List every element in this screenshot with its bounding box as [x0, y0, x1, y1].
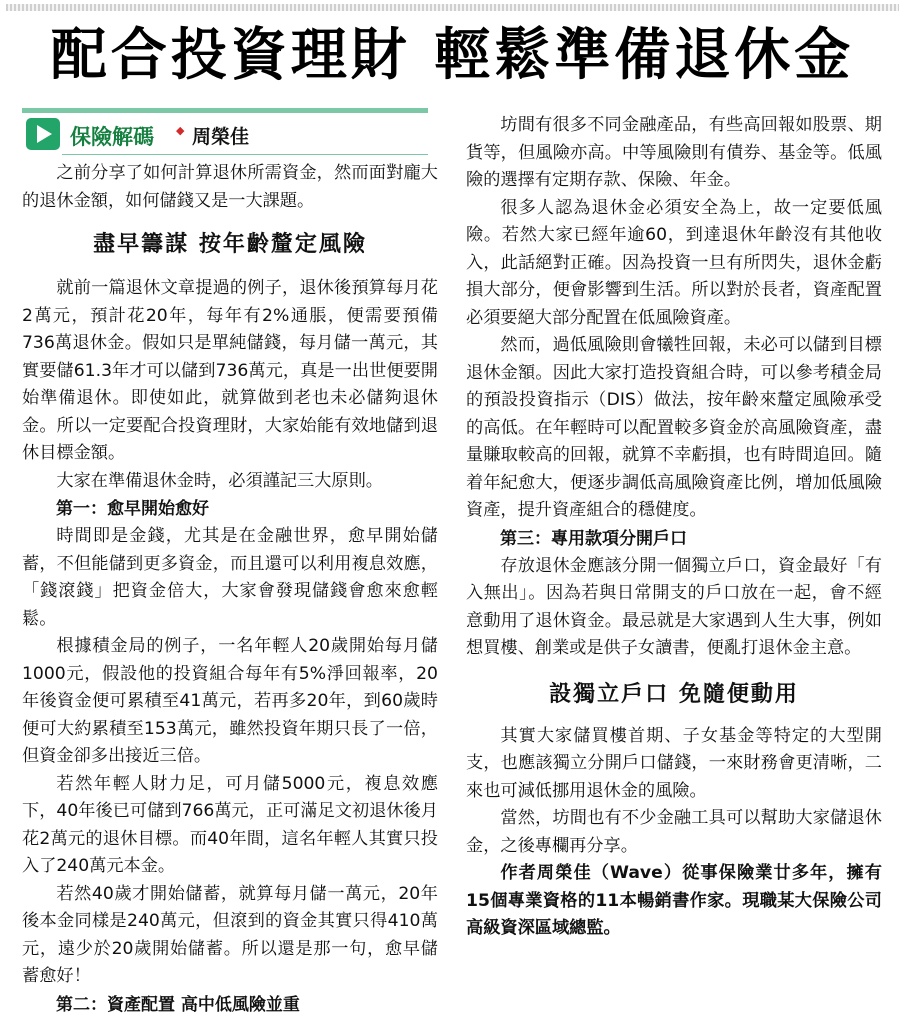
paragraph: 存放退休金應該分開一個獨立戶口，資金最好「有入無出」。因為若與日常開支的戶口放在一起，會不經意動用了退休資金。最忌就是大家遇到人生大事，例如想買樓、創業或是供子女讀書，便亂打退休金主意。 — [466, 555, 882, 658]
paragraph: 當然，坊間也有不少金融工具可以幫助大家儲退休金，之後專欄再分享。 — [466, 808, 882, 856]
principle-heading: 第二：資產配置 高中低風險並重 — [56, 994, 300, 1015]
paragraph: 然而，過低風險則會犧牲回報，未必可以儲到目標退休金額。因此大家打造投資組合時，可以參考積金局的預設投資指示（DIS）做法，按年齡來釐定風險承受的高低。在年輕時可以配置較多資金於高風險資產，盡量賺取較高的回報，就算不幸虧損，也有時間追回。隨着年紀愈大，便逐步調低高風險資產比例，增加低風險資產，提升資產組合的穩健度。 — [466, 335, 882, 520]
column-author: 周榮佳 — [192, 126, 250, 148]
column-name: 保險解碼 — [70, 125, 154, 149]
paragraph: 坊間有很多不同金融產品，有些高回報如股票、期貨等，但風險亦高。中等風險則有債券、基金等。低風險的選擇有定期存款、保險、年金。 — [466, 115, 882, 190]
header-underline — [62, 154, 428, 155]
top-border — [6, 4, 899, 11]
right-column — [466, 112, 882, 943]
page-title: 配合投資理財 輕鬆準備退休金 — [50, 23, 855, 88]
intro-paragraph: 之前分享了如何計算退休所需資金，然而面對龐大的退休金額，如何儲錢又是一大課題。 — [22, 163, 438, 211]
paragraph: 根據積金局的例子，一名年輕人20歲開始每月儲1000元，假設他的投資組合每年有5%淨回報率，20年後資金便可累積至41萬元，若再多20年，到60歲時便可大約累積至153萬元，雖然投資年期只長了一倍，但資金卻多出接近三倍。 — [22, 636, 438, 766]
paragraph: 時間即是金錢，尤其是在金融世界，愈早開始儲蓄，不但能儲到更多資金，而且還可以利用複息效應，「錢滾錢」把資金倍大，大家會發現儲錢會愈來愈輕鬆。 — [22, 526, 438, 629]
play-icon — [26, 118, 60, 150]
paragraph: 就前一篇退休文章提過的例子，退休後預算每月花2萬元，預計花20年，每年有2%通脹，便需要預備736萬退休金。假如只是單純儲錢，每月儲一萬元，其實要儲61.3年才可以儲到736萬元，真是一出世便要開始準備退休。即使如此，就算做到老也未必儲夠退休金。所以一定要配合投資理財，大家始能有效地儲到退休目標金額。 — [22, 278, 438, 463]
principle-heading: 第一：愈早開始愈好 — [56, 499, 209, 519]
separator-dot: ◆ — [176, 124, 185, 137]
principle-heading: 第三：專用款項分開戶口 — [500, 528, 687, 549]
header-bar — [22, 108, 428, 113]
paragraph: 若然40歲才開始儲蓄，就算每月儲一萬元，20年後本金同樣是240萬元，但滾到的資金其實只得410萬元，遠少於20歲開始儲蓄。所以還是那一句，愈早儲蓄愈好！ — [22, 883, 438, 986]
paragraph: 若然年輕人財力足，可月儲5000元，複息效應下，40年後已可儲到766萬元，正可滿足文初退休後月花2萬元的退休目標。而40年間，這名年輕人其實只投入了240萬元本金。 — [22, 773, 438, 876]
column-header — [22, 108, 438, 160]
section-heading: 設獨立戶口 免隨便動用 — [549, 681, 799, 707]
paragraph: 很多人認為退休金必須安全為上，故一定要低風險。若然大家已經年逾60，到達退休年齡沒有其他收入，此話絕對正確。因為投資一旦有所閃失，退休金虧損大部分，便會影響到生活。所以對於長者，資產配置必須要絕大部分配置在低風險資產。 — [466, 197, 882, 328]
paragraph: 其實大家儲買樓首期、子女基金等特定的大型開支，也應該獨立分開戶口儲錢，一來財務會更清晰，二來也可減低挪用退休金的風險。 — [466, 725, 882, 801]
author-bio: 作者周榮佳（Wave）從事保險業廿多年，擁有15個專業資格的11本暢銷書作家。現職某大保險公司高級資深區域總監。 — [466, 863, 882, 938]
paragraph: 大家在準備退休金時，必須謹記三大原則。 — [56, 470, 383, 491]
section-heading: 盡早籌謀 按年齡釐定風險 — [93, 232, 367, 257]
left-column — [22, 108, 438, 1019]
